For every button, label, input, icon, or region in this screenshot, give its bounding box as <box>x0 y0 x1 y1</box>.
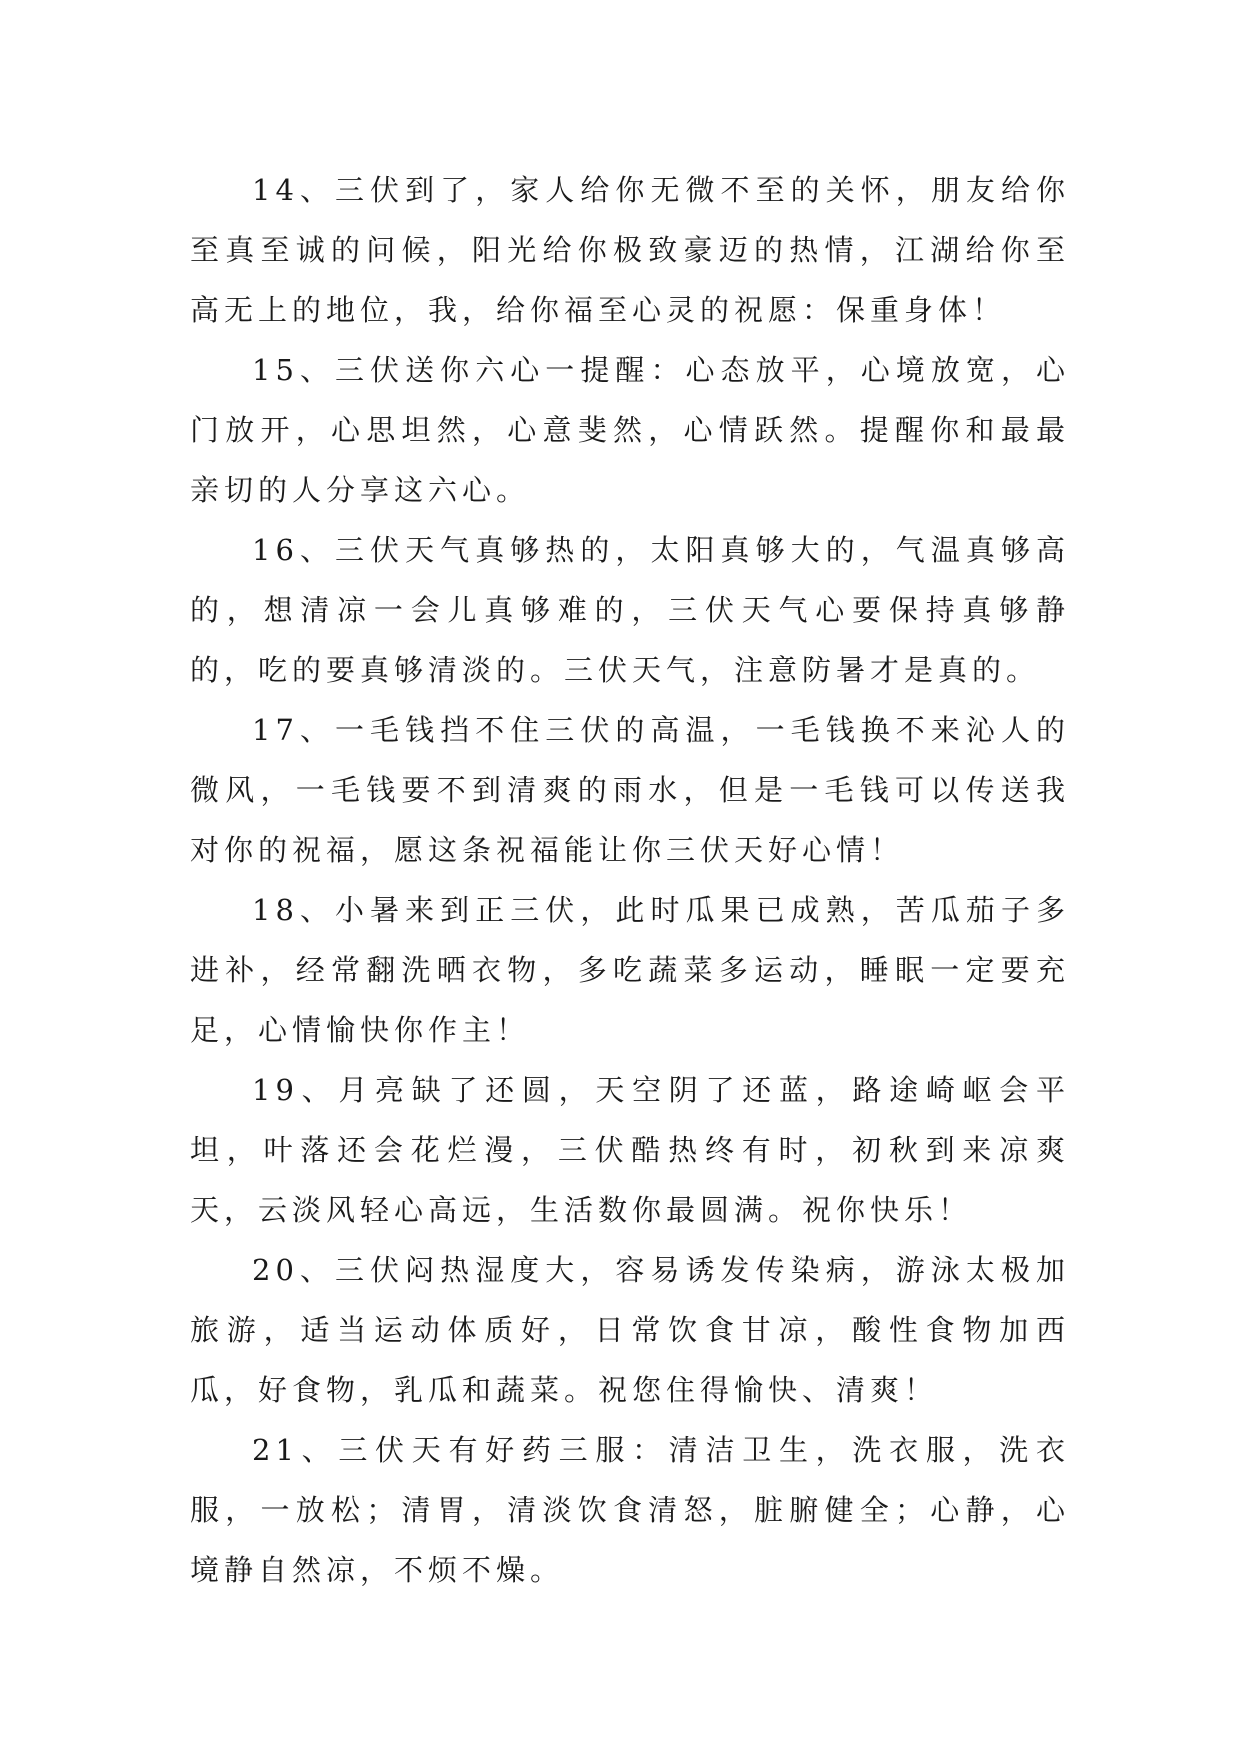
paragraph-18: 18、小暑来到正三伏，此时瓜果已成熟，苦瓜茄子多进补，经常翻洗晒衣物，多吃蔬菜多运动，睡眠一定要充足，心情愉快你作主！ <box>190 893 1070 1047</box>
paragraph-14: 14、三伏到了，家人给你无微不至的关怀，朋友给你至真至诚的问候，阳光给你极致豪迈的热情，江湖给你至高无上的地位，我，给你福至心灵的祝愿：保重身体！ <box>190 173 1070 327</box>
paragraph-21: 21、三伏天有好药三服：清洁卫生，洗衣服，洗衣服，一放松；清胃，清淡饮食清怒，脏腑健全；心静，心境静自然凉，不烦不燥。 <box>190 1433 1070 1587</box>
paragraph-16: 16、三伏天气真够热的，太阳真够大的，气温真够高的，想清凉一会儿真够难的，三伏天气心要保持真够静的，吃的要真够清淡的。三伏天气，注意防暑才是真的。 <box>190 533 1070 687</box>
paragraph-20: 20、三伏闷热湿度大，容易诱发传染病，游泳太极加旅游，适当运动体质好，日常饮食甘凉，酸性食物加西瓜，好食物，乳瓜和蔬菜。祝您住得愉快、清爽！ <box>190 1253 1070 1407</box>
document-body <box>190 160 1070 1600</box>
paragraph-15: 15、三伏送你六心一提醒：心态放平，心境放宽，心门放开，心思坦然，心意斐然，心情跃然。提醒你和最最亲切的人分享这六心。 <box>190 353 1070 507</box>
paragraph-17: 17、一毛钱挡不住三伏的高温，一毛钱换不来沁人的微风，一毛钱要不到清爽的雨水，但是一毛钱可以传送我对你的祝福，愿这条祝福能让你三伏天好心情！ <box>190 713 1070 867</box>
paragraph-19: 19、月亮缺了还圆，天空阴了还蓝，路途崎岖会平坦，叶落还会花烂漫，三伏酷热终有时，初秋到来凉爽天，云淡风轻心高远，生活数你最圆满。祝你快乐！ <box>190 1073 1070 1227</box>
